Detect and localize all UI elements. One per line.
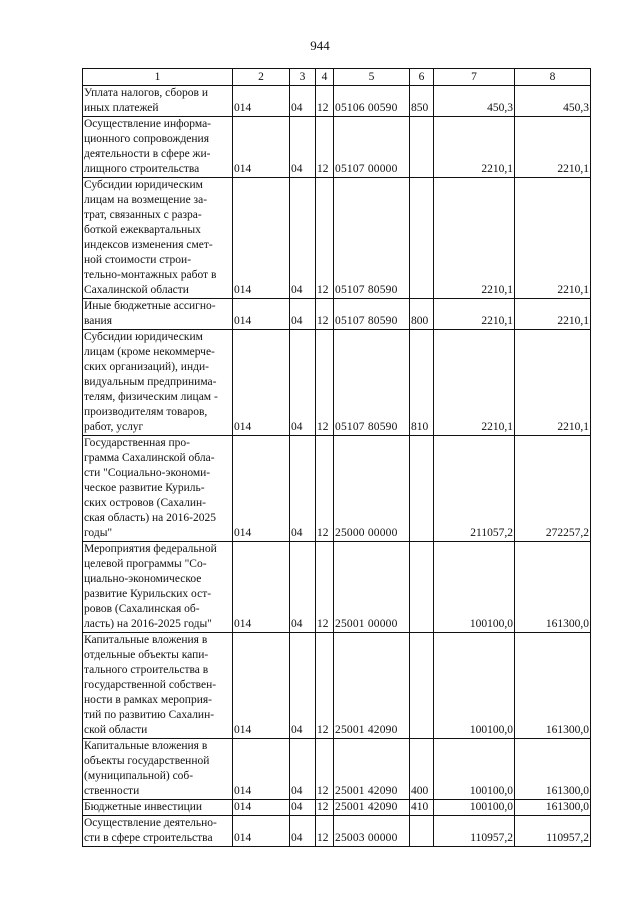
cell-amount-year1: 100100,0 (434, 633, 515, 739)
cell-amount-year1: 450,3 (434, 86, 515, 117)
cell-ministry: 014 (233, 436, 290, 542)
cell-amount-year2: 161300,0 (515, 739, 591, 800)
page-number: 944 (310, 38, 330, 53)
cell-subsection: 12 (316, 299, 334, 330)
cell-amount-year1: 2210,1 (434, 178, 515, 299)
cell-section: 04 (290, 86, 316, 117)
cell-expense-type (410, 178, 434, 299)
cell-amount-year2: 161300,0 (515, 542, 591, 633)
cell-ministry: 014 (233, 117, 290, 178)
cell-amount-year1: 100100,0 (434, 739, 515, 800)
cell-expense-type: 400 (410, 739, 434, 800)
cell-target-article: 05107 80590 (334, 299, 410, 330)
cell-name: Государственная про- грамма Сахалинской обла- сти "Социально-экономи- ческое развитие Куриль- ских островов (Сахалин- ская область) на 2016-2025 годы" (83, 436, 233, 542)
cell-section: 04 (290, 816, 316, 847)
cell-section: 04 (290, 117, 316, 178)
cell-section: 04 (290, 436, 316, 542)
table-row (83, 436, 591, 542)
cell-target-article: 05107 00000 (334, 117, 410, 178)
cell-section: 04 (290, 633, 316, 739)
cell-expense-type (410, 816, 434, 847)
cell-section: 04 (290, 330, 316, 436)
cell-target-article: 25001 42090 (334, 800, 410, 816)
cell-amount-year2: 272257,2 (515, 436, 591, 542)
table-row (83, 816, 591, 847)
cell-amount-year1: 2210,1 (434, 299, 515, 330)
header-col-1: 1 (83, 69, 233, 86)
cell-amount-year2: 2210,1 (515, 117, 591, 178)
cell-amount-year1: 2210,1 (434, 330, 515, 436)
cell-ministry: 014 (233, 816, 290, 847)
cell-section: 04 (290, 739, 316, 800)
cell-name: Капитальные вложения в отдельные объекты капи- тального строительства в государственной собствен- ности в рамках мероприя- тий по развитию Сахалин- ской области (83, 633, 233, 739)
cell-target-article: 25000 00000 (334, 436, 410, 542)
cell-subsection: 12 (316, 86, 334, 117)
cell-ministry: 014 (233, 299, 290, 330)
header-col-2: 2 (233, 69, 290, 86)
cell-target-article: 25001 42090 (334, 633, 410, 739)
table-row (83, 800, 591, 816)
cell-name: Уплата налогов, сборов и иных платежей (83, 86, 233, 117)
table-row (83, 739, 591, 800)
cell-ministry: 014 (233, 330, 290, 436)
cell-subsection: 12 (316, 816, 334, 847)
cell-ministry: 014 (233, 86, 290, 117)
cell-subsection: 12 (316, 633, 334, 739)
cell-amount-year2: 161300,0 (515, 633, 591, 739)
cell-expense-type (410, 436, 434, 542)
table-row (83, 117, 591, 178)
cell-subsection: 12 (316, 739, 334, 800)
cell-ministry: 014 (233, 178, 290, 299)
cell-ministry: 014 (233, 542, 290, 633)
cell-amount-year1: 100100,0 (434, 800, 515, 816)
cell-target-article: 05107 80590 (334, 330, 410, 436)
table-row (83, 633, 591, 739)
cell-expense-type: 810 (410, 330, 434, 436)
header-col-6: 6 (410, 69, 434, 86)
budget-table (82, 68, 591, 847)
cell-subsection: 12 (316, 542, 334, 633)
header-col-3: 3 (290, 69, 316, 86)
cell-expense-type (410, 633, 434, 739)
cell-section: 04 (290, 299, 316, 330)
cell-section: 04 (290, 178, 316, 299)
cell-amount-year1: 2210,1 (434, 117, 515, 178)
cell-expense-type: 410 (410, 800, 434, 816)
cell-name: Субсидии юридическим лицам на возмещение за- трат, связанных с разра- боткой ежеквартальных индексов изменения смет- ной стоимости строи- тельно-монтажных работ в Сахалинской области (83, 178, 233, 299)
cell-target-article: 25001 00000 (334, 542, 410, 633)
cell-ministry: 014 (233, 739, 290, 800)
table-row (83, 542, 591, 633)
cell-expense-type: 800 (410, 299, 434, 330)
cell-name: Иные бюджетные ассигно- вания (83, 299, 233, 330)
cell-name: Субсидии юридическим лицам (кроме некоммерче- ских организаций), инди- видуальным предпринима- телям, физическим лицам - производителям товаров, работ, услуг (83, 330, 233, 436)
cell-section: 04 (290, 542, 316, 633)
cell-subsection: 12 (316, 178, 334, 299)
header-col-5: 5 (334, 69, 410, 86)
cell-amount-year2: 2210,1 (515, 330, 591, 436)
cell-section: 04 (290, 800, 316, 816)
cell-subsection: 12 (316, 330, 334, 436)
cell-amount-year1: 211057,2 (434, 436, 515, 542)
cell-name: Капитальные вложения в объекты государственной (муниципальной) соб- ственности (83, 739, 233, 800)
table-row (83, 178, 591, 299)
cell-subsection: 12 (316, 436, 334, 542)
cell-ministry: 014 (233, 633, 290, 739)
cell-amount-year2: 2210,1 (515, 299, 591, 330)
table-row (83, 86, 591, 117)
cell-amount-year2: 2210,1 (515, 178, 591, 299)
cell-subsection: 12 (316, 117, 334, 178)
cell-target-article: 25001 42090 (334, 739, 410, 800)
cell-target-article: 05107 80590 (334, 178, 410, 299)
cell-target-article: 25003 00000 (334, 816, 410, 847)
cell-expense-type (410, 542, 434, 633)
cell-expense-type: 850 (410, 86, 434, 117)
cell-subsection: 12 (316, 800, 334, 816)
cell-name: Осуществление деятельно- сти в сфере строительства (83, 816, 233, 847)
cell-amount-year1: 110957,2 (434, 816, 515, 847)
cell-ministry: 014 (233, 800, 290, 816)
header-col-7: 7 (434, 69, 515, 86)
header-col-8: 8 (515, 69, 591, 86)
cell-expense-type (410, 117, 434, 178)
table-row (83, 299, 591, 330)
cell-name: Бюджетные инвестиции (83, 800, 233, 816)
cell-amount-year2: 161300,0 (515, 800, 591, 816)
cell-target-article: 05106 00590 (334, 86, 410, 117)
table-row (83, 330, 591, 436)
header-col-4: 4 (316, 69, 334, 86)
cell-name: Осуществление информа- ционного сопровождения деятельности в сфере жи- лищного строительства (83, 117, 233, 178)
cell-amount-year2: 450,3 (515, 86, 591, 117)
table-header-row (83, 69, 591, 86)
cell-amount-year1: 100100,0 (434, 542, 515, 633)
cell-name: Мероприятия федеральной целевой программы "Со- циально-экономическое развитие Курильских ост- ровов (Сахалинская об- ласть) на 2016-2025 годы" (83, 542, 233, 633)
cell-amount-year2: 110957,2 (515, 816, 591, 847)
